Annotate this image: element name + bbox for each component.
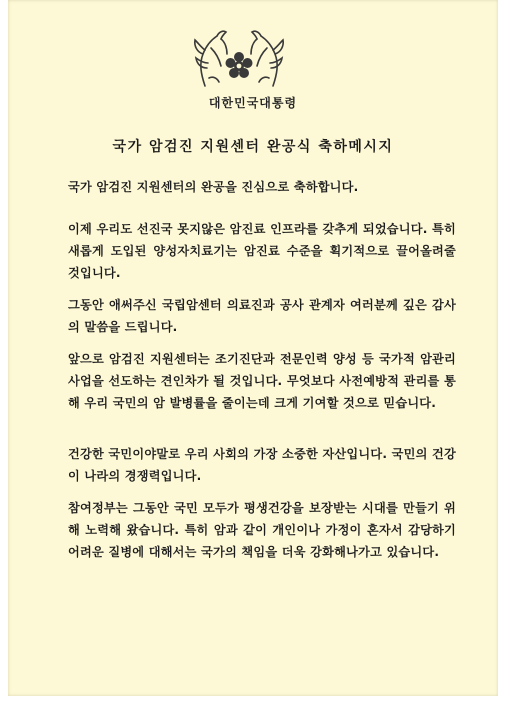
paragraph-4: 앞으로 암검진 지원센터는 조기진단과 전문인력 양성 등 국가적 암관리 사업을 선도하는 견인차가 될 것입니다. 무엇보다 사전예방적 관리를 통해 우리 국민의 암 발병률을 줄이는데 크게 기여할 것으로 믿습니다. — [68, 352, 456, 410]
paragraph-3: 그동안 애써주신 국립암센터 의료진과 공사 관계자 여러분께 깊은 감사의 말씀을 드립니다. — [68, 298, 456, 334]
paragraph-5: 건강한 국민이야말로 우리 사회의 가장 소중한 자산입니다. 국민의 건강이 나라의 경쟁력입니다. — [68, 447, 456, 483]
paragraph-1: 국가 암검진 지원센터의 완공을 진심으로 축하합니다. — [68, 180, 359, 194]
paragraph-2: 이제 우리도 선진국 못지않은 암진료 인프라를 갖추게 되었습니다. 특히 새롭게 도입된 양성자치료기는 암진료 수준을 획기적으로 끌어올려줄 것입니다. — [68, 222, 456, 280]
office-name: 대한민국대통령 — [208, 96, 298, 110]
presidential-phoenix-emblem-icon — [191, 28, 287, 90]
letter-page — [8, 0, 498, 696]
document-title: 국가 암검진 지원센터 완공식 축하메시지 — [112, 139, 394, 155]
paragraph-6: 참여정부는 그동안 국민 모두가 평생건강을 보장받는 시대를 만들기 위해 노력해 왔습니다. 특히 암과 같이 개인이나 가정이 혼자서 감당하기 어려운 질병에 대해서는 국가의 책임을 더욱 강화해나가고 있습니다. — [68, 501, 456, 559]
